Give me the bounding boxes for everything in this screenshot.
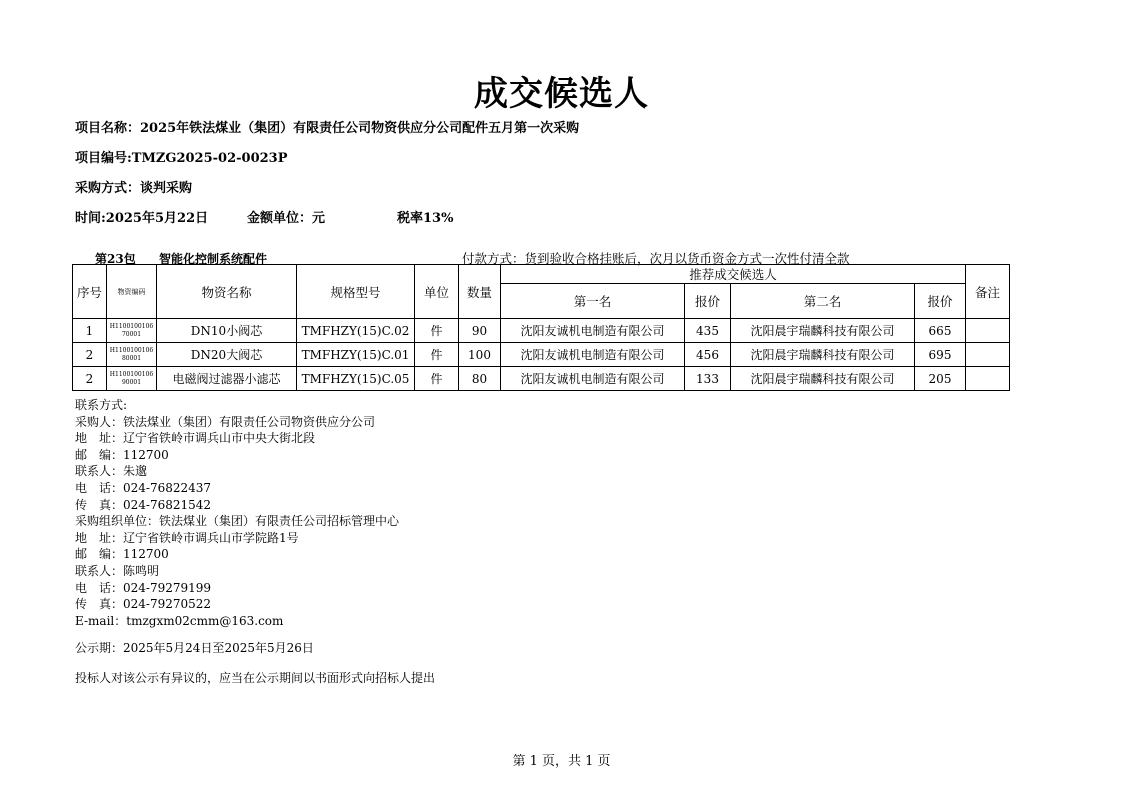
cell-remark: [966, 343, 1010, 367]
header-first: 第一名: [501, 284, 685, 319]
cell-code: H1100100106 70001: [107, 319, 157, 343]
contact-heading: 联系方式:: [75, 398, 128, 412]
cell-qty: 90: [459, 319, 501, 343]
cell-second: 沈阳晨宇瑞麟科技有限公司: [731, 343, 915, 367]
header-seq: 序号: [73, 265, 107, 319]
tax-rate: 税率13%: [397, 211, 454, 226]
header-price1: 报价: [685, 284, 731, 319]
page-title: 成交候选人: [474, 74, 649, 114]
header-code: 物资编码: [107, 265, 157, 319]
agency-contact: 联系人：陈鸣明: [75, 563, 160, 578]
cell-remark: [966, 367, 1010, 391]
cell-code: H1100100106 90001: [107, 367, 157, 391]
project-number: 项目编号:TMZG2025-02-0023P: [75, 151, 288, 166]
purchaser-phone: 电 话：024-76822437: [75, 480, 212, 495]
cell-code: H1100100106 80001: [107, 343, 157, 367]
cell-spec: TMFHZY(15)C.05: [297, 367, 415, 391]
agency-address: 地 址：辽宁省铁岭市调兵山市学院路1号: [75, 530, 299, 545]
agency-postcode: 邮 编：112700: [75, 547, 169, 562]
contact-block: [75, 397, 399, 629]
header-spec: 规格型号: [297, 265, 415, 319]
cell-unit: 件: [415, 319, 459, 343]
purchaser-contact: 联系人：朱邈: [75, 464, 148, 479]
cell-price2: 695: [915, 343, 966, 367]
cell-spec: TMFHZY(15)C.02: [297, 319, 415, 343]
cell-unit: 件: [415, 367, 459, 391]
email: E-mail：tmzgxm02cmm@163.com: [75, 613, 284, 628]
agency-fax: 传 真：024-79270522: [75, 597, 212, 612]
table-row: [73, 319, 1010, 343]
date-line: 时间:2025年5月22日: [75, 211, 209, 226]
cell-spec: TMFHZY(15)C.01: [297, 343, 415, 367]
page-number: 第 1 页，共 1 页: [512, 754, 611, 769]
cell-qty: 100: [459, 343, 501, 367]
cell-first: 沈阳友诚机电制造有限公司: [501, 343, 685, 367]
agency-phone: 电 话：024-79279199: [75, 580, 212, 595]
cell-second: 沈阳晨宇瑞麟科技有限公司: [731, 319, 915, 343]
cell-price1: 456: [685, 343, 731, 367]
publicity-period: 公示期：2025年5月24日至2025年5月26日: [75, 641, 314, 655]
objection-notice: 投标人对该公示有异议的，应当在公示期间以书面形式向招标人提出: [75, 671, 436, 685]
header-unit: 单位: [415, 265, 459, 319]
cell-seq: 1: [73, 319, 107, 343]
cell-price2: 665: [915, 319, 966, 343]
header-second: 第二名: [731, 284, 915, 319]
cell-remark: [966, 319, 1010, 343]
cell-unit: 件: [415, 343, 459, 367]
purchaser-address: 地 址：辽宁省铁岭市调兵山市中央大街北段: [75, 431, 316, 446]
cell-seq: 2: [73, 367, 107, 391]
cell-price1: 133: [685, 367, 731, 391]
header-price2: 报价: [915, 284, 966, 319]
table-row: [73, 343, 1010, 367]
cell-second: 沈阳晨宇瑞麟科技有限公司: [731, 367, 915, 391]
cell-seq: 2: [73, 343, 107, 367]
payment-terms: 付款方式：货到验收合格挂账后，次月以货币资金方式一次性付清全款: [462, 251, 850, 266]
cell-qty: 80: [459, 367, 501, 391]
cell-name: DN10小阀芯: [157, 319, 297, 343]
cell-name: 电磁阀过滤器小滤芯: [157, 367, 297, 391]
procurement-method: 采购方式：谈判采购: [75, 181, 193, 196]
purchaser-name: 采购人：铁法煤业（集团）有限责任公司物资供应分公司: [75, 414, 376, 429]
cell-price1: 435: [685, 319, 731, 343]
table-row: [73, 367, 1010, 391]
cell-first: 沈阳友诚机电制造有限公司: [501, 367, 685, 391]
agency-name: 采购组织单位：铁法煤业（集团）有限责任公司招标管理中心: [75, 514, 400, 529]
candidate-table: [72, 264, 1010, 391]
header-recommend: 推荐成交候选人: [501, 265, 966, 284]
cell-price2: 205: [915, 367, 966, 391]
currency-unit: 金额单位：元: [247, 211, 326, 226]
cell-name: DN20大阀芯: [157, 343, 297, 367]
package-name: 智能化控制系统配件: [159, 252, 268, 266]
header-remark: 备注: [966, 265, 1010, 319]
cell-first: 沈阳友诚机电制造有限公司: [501, 319, 685, 343]
purchaser-postcode: 邮 编：112700: [75, 447, 169, 462]
header-name: 物资名称: [157, 265, 297, 319]
project-name: 项目名称：2025年铁法煤业（集团）有限责任公司物资供应分公司配件五月第一次采购: [75, 121, 580, 136]
package-number: 第23包: [95, 252, 136, 266]
purchaser-fax: 传 真：024-76821542: [75, 497, 212, 512]
header-qty: 数量: [459, 265, 501, 319]
